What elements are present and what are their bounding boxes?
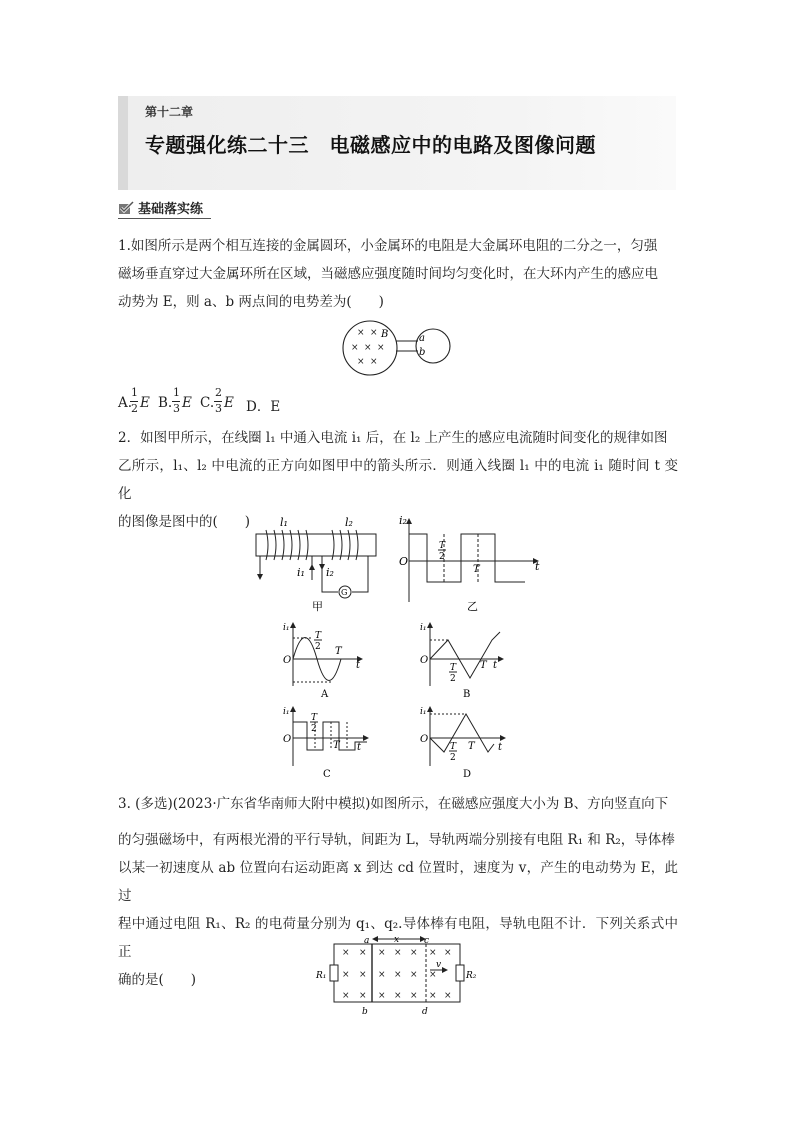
figure-jia-caption: 甲 xyxy=(312,600,323,613)
q1-line: 1.如图所示是两个相互连接的金属圆环，小金属环的电阻是大金属环电阻的二分之一，匀强 xyxy=(118,238,658,254)
svg-text:×: × xyxy=(429,948,437,958)
current-i2-label: i₂ xyxy=(326,566,334,579)
q3-line: 以某一初速度从 ab 位置向右运动距离 x 到达 cd 位置时，速度为 v，产生的电动势为 E，此过 xyxy=(118,860,678,904)
svg-text:×: × xyxy=(357,357,365,367)
q2-line: 2．如图甲所示，在线圈 l₁ 中通入电流 i₁ 后，在 l₂ 上产生的感应电流随时间变化的规律如图 xyxy=(118,430,668,446)
q2-line: 的图像是图中的( ) xyxy=(118,514,251,530)
svg-text:×: × xyxy=(342,970,350,980)
choice-b-caption: B xyxy=(463,689,471,700)
svg-text:×: × xyxy=(364,343,372,353)
option-b-label: B. xyxy=(158,395,173,411)
point-a-label: a xyxy=(364,936,370,946)
svg-text:×: × xyxy=(370,328,378,338)
choice-c-graph xyxy=(281,704,376,782)
option-a-e: E xyxy=(140,395,150,411)
choice-a-graph xyxy=(281,620,371,700)
galvanometer-label: G xyxy=(341,588,348,597)
choice-b-graph xyxy=(418,620,513,700)
choice-b-t: t xyxy=(493,660,498,671)
choice-c-half-num: T xyxy=(311,713,318,723)
page-title: 专题强化练二十三 电磁感应中的电路及图像问题 xyxy=(145,133,596,157)
choice-c-half-den: 2 xyxy=(311,724,317,734)
choice-c-period: T xyxy=(333,740,340,751)
resistor-r1-label: R₁ xyxy=(316,971,327,981)
svg-text:×: × xyxy=(394,970,402,980)
point-b-label: b xyxy=(362,1007,368,1017)
q1-line: 动势为 E，则 a、b 两点间的电势差为( ) xyxy=(118,294,384,310)
choice-d-caption: D xyxy=(463,769,472,780)
svg-text:×: × xyxy=(429,970,437,980)
choice-c-ylabel: i₁ xyxy=(283,707,290,717)
choice-c-caption: C xyxy=(323,769,331,780)
i2-graph-figure xyxy=(397,514,547,614)
q3-line: 程中通过电阻 R₁、R₂ 的电荷量分别为 q₁、q₂.导体棒有电阻，导轨电阻不计．下列关系式中正 xyxy=(118,916,678,960)
svg-text:×: × xyxy=(370,357,378,367)
figure-yi-caption: 乙 xyxy=(467,600,478,613)
svg-text:×: × xyxy=(444,948,452,958)
resistor-r2-label: R₂ xyxy=(466,971,477,981)
chapter-label: 第十二章 xyxy=(145,105,194,119)
svg-text:×: × xyxy=(410,948,418,958)
distance-x-label: x xyxy=(394,935,400,945)
option-a-den: 2 xyxy=(131,402,138,415)
option-c-num: 2 xyxy=(215,386,222,399)
choice-a-period: T xyxy=(335,646,342,657)
svg-text:×: × xyxy=(342,991,350,1001)
svg-text:×: × xyxy=(394,948,402,958)
choice-d-ylabel: i₁ xyxy=(420,707,427,717)
half-period-num: T xyxy=(439,541,446,551)
svg-text:×: × xyxy=(378,948,386,958)
q3-line: 的匀强磁场中，有两根光滑的平行导轨，间距为 L，导轨两端分别接有电阻 R₁ 和 R₂，导体棒 xyxy=(118,832,675,848)
svg-text:×: × xyxy=(342,948,350,958)
svg-text:×: × xyxy=(429,991,437,1001)
option-a-label: A. xyxy=(118,395,133,411)
choice-d-graph xyxy=(418,704,513,782)
q1-ring-figure xyxy=(340,318,455,378)
choice-d-t: t xyxy=(498,742,503,753)
svg-text:×: × xyxy=(359,970,367,980)
q1-options xyxy=(118,386,318,420)
half-period-den: 2 xyxy=(439,552,445,562)
b-field-label: B xyxy=(381,329,389,340)
choice-c-t: t xyxy=(357,742,362,753)
question-1-text xyxy=(118,232,678,316)
option-b-num: 1 xyxy=(173,386,180,399)
origin-label: O xyxy=(399,555,409,568)
svg-text:×: × xyxy=(410,991,418,1001)
point-b-label: b xyxy=(419,347,426,358)
svg-text:×: × xyxy=(378,991,386,1001)
rail-circuit-figure xyxy=(314,934,484,1018)
y-axis-label: i₂ xyxy=(399,514,407,527)
svg-text:×: × xyxy=(410,970,418,980)
svg-text:×: × xyxy=(394,991,402,1001)
choice-a-t: t xyxy=(356,660,361,671)
q3-line: 确的是( ) xyxy=(118,972,197,988)
option-d: D．E xyxy=(246,399,281,415)
option-b-e: E xyxy=(182,395,192,411)
velocity-label: v xyxy=(436,960,442,970)
choice-b-period: T xyxy=(480,660,487,671)
choice-a-half-num: T xyxy=(315,631,322,641)
svg-text:×: × xyxy=(359,948,367,958)
choice-d-period: T xyxy=(468,741,475,752)
choice-b-ylabel: i₁ xyxy=(420,623,427,633)
choice-c-origin: O xyxy=(283,734,292,745)
option-a-num: 1 xyxy=(131,386,138,399)
svg-text:×: × xyxy=(377,343,385,353)
choice-d-half-num: T xyxy=(450,742,457,752)
coil-l1-label: l₁ xyxy=(280,516,288,529)
svg-text:×: × xyxy=(351,343,359,353)
option-c-label: C. xyxy=(200,395,215,411)
choice-a-half-den: 2 xyxy=(315,642,321,652)
choice-d-half-den: 2 xyxy=(450,753,456,763)
coil-circuit-figure xyxy=(250,514,390,614)
choice-a-caption: A xyxy=(321,689,329,700)
section-heading xyxy=(118,198,211,219)
svg-text:×: × xyxy=(444,991,452,1001)
choice-b-origin: O xyxy=(420,655,429,666)
point-a-label: a xyxy=(419,333,425,344)
option-b-den: 3 xyxy=(173,402,180,415)
section-label: 基础落实练 xyxy=(138,202,204,217)
choice-b-half-den: 2 xyxy=(450,674,456,684)
svg-text:×: × xyxy=(357,328,365,338)
choice-d-origin: O xyxy=(420,734,429,745)
choice-b-half-num: T xyxy=(450,663,457,673)
option-c-e: E xyxy=(224,395,234,411)
svg-text:×: × xyxy=(378,970,386,980)
point-c-label: c xyxy=(424,936,430,946)
current-i1-label: i₁ xyxy=(297,566,305,579)
coil-l2-label: l₂ xyxy=(345,516,353,529)
q1-line: 磁场垂直穿过大金属环所在区域，当磁感应强度随时间均匀变化时，在大环内产生的感应电 xyxy=(118,266,658,282)
choice-a-origin: O xyxy=(283,655,292,666)
option-c-den: 3 xyxy=(215,402,222,415)
t-axis-label: t xyxy=(535,560,540,573)
choice-a-ylabel: i₁ xyxy=(283,623,290,633)
q2-line: 乙所示，l₁、l₂ 中电流的正方向如图甲中的箭头所示．则通入线圈 l₁ 中的电流 i₁ 随时间 t 变化 xyxy=(118,458,678,502)
period-label: T xyxy=(473,564,480,575)
q3-line: 3. (多选)(2023·广东省华南师大附中模拟)如图所示，在磁感应强度大小为 B、方向竖直向下 xyxy=(118,796,669,812)
point-d-label: d xyxy=(422,1007,428,1017)
svg-text:×: × xyxy=(359,991,367,1001)
check-icon xyxy=(118,201,134,215)
